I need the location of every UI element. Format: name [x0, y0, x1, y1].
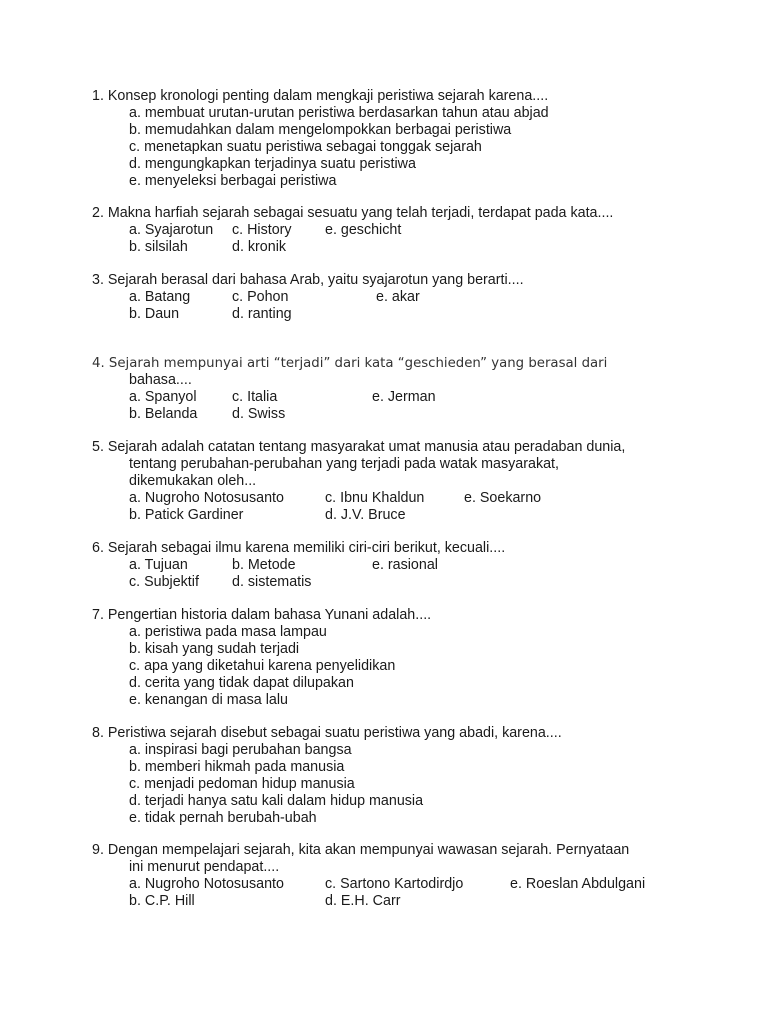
question-stem-continued: ini menurut pendapat.... [129, 859, 280, 875]
option-e: e. akar [376, 289, 420, 305]
option-row [92, 222, 728, 239]
option-e: e. geschicht [325, 222, 402, 238]
option-c: c. menetapkan suatu peristiwa sebagai tonggak sejarah [129, 139, 482, 155]
option-a: a. peristiwa pada masa lampau [129, 624, 327, 640]
option-d: d. E.H. Carr [325, 893, 401, 909]
option-b: b. kisah yang sudah terjadi [129, 641, 300, 657]
option-e: e. Jerman [372, 389, 436, 405]
option-a: a. Tujuan [129, 557, 188, 573]
option-e: e. Roeslan Abdulgani [510, 876, 646, 892]
option-c: c. Subjektif [129, 574, 199, 590]
question-3 [92, 272, 728, 323]
option-row [92, 574, 728, 591]
option-d: d. sistematis [232, 574, 312, 590]
option-a: a. Nugroho Notosusanto [129, 490, 284, 506]
question-8 [92, 725, 728, 827]
option-b: b. Daun [129, 306, 180, 322]
option-b: b. Belanda [129, 406, 198, 422]
option-c: c. Sartono Kartodirdjo [325, 876, 464, 892]
option-row [92, 507, 728, 524]
question-4 [92, 355, 728, 423]
question-6 [92, 540, 728, 591]
option-a: a. Batang [129, 289, 191, 305]
option-d: d. J.V. Bruce [325, 507, 406, 523]
option-row [92, 876, 728, 893]
question-1 [92, 88, 728, 190]
question-stem: 3. Sejarah berasal dari bahasa Arab, yaitu syajarotun yang berarti.... [92, 272, 524, 288]
option-d: d. kronik [232, 239, 287, 255]
option-row [92, 406, 728, 423]
option-d: d. cerita yang tidak dapat dilupakan [129, 675, 354, 691]
option-b: b. Metode [232, 557, 296, 573]
option-c: c. menjadi pedoman hidup manusia [129, 776, 355, 792]
question-stem: 9. Dengan mempelajari sejarah, kita akan mempunyai wawasan sejarah. Pernyataan [92, 842, 630, 858]
option-d: d. ranting [232, 306, 292, 322]
option-row [92, 893, 728, 910]
option-e: e. Soekarno [464, 490, 542, 506]
option-d: d. terjadi hanya satu kali dalam hidup manusia [129, 793, 424, 809]
option-b: b. silsilah [129, 239, 188, 255]
option-c: c. Pohon [232, 289, 289, 305]
question-stem: 7. Pengertian historia dalam bahasa Yunani adalah.... [92, 607, 432, 623]
option-row [92, 557, 728, 574]
option-b: b. memberi hikmah pada manusia [129, 759, 345, 775]
option-row [92, 490, 728, 507]
question-stem: 2. Makna harfiah sejarah sebagai sesuatu yang telah terjadi, terdapat pada kata.... [92, 205, 614, 221]
question-stem: 1. Konsep kronologi penting dalam mengkaji peristiwa sejarah karena.... [92, 88, 549, 104]
option-row [92, 306, 728, 323]
option-d: d. Swiss [232, 406, 286, 422]
option-a: a. Spanyol [129, 389, 197, 405]
option-b: b. C.P. Hill [129, 893, 195, 909]
question-stem: 4. Sejarah mempunyai arti “terjadi” dari kata “geschieden” yang berasal dari [92, 356, 608, 371]
option-d: d. mengungkapkan terjadinya suatu peristiwa [129, 156, 416, 172]
option-row [92, 289, 728, 306]
option-c: c. Italia [232, 389, 278, 405]
question-stem: 5. Sejarah adalah catatan tentang masyarakat umat manusia atau peradaban dunia, [92, 439, 626, 455]
option-row [92, 239, 728, 256]
option-e: e. rasional [372, 557, 438, 573]
question-stem: 8. Peristiwa sejarah disebut sebagai suatu peristiwa yang abadi, karena.... [92, 725, 562, 741]
question-2 [92, 205, 728, 256]
option-a: a. inspirasi bagi perubahan bangsa [129, 742, 352, 758]
question-stem-continued: dikemukakan oleh... [129, 473, 257, 489]
option-a: a. membuat urutan-urutan peristiwa berdasarkan tahun atau abjad [129, 105, 549, 121]
option-c: c. apa yang diketahui karena penyelidikan [129, 658, 396, 674]
question-5 [92, 439, 728, 524]
option-c: c. Ibnu Khaldun [325, 490, 425, 506]
question-stem-continued: tentang perubahan-perubahan yang terjadi pada watak masyarakat, [129, 456, 559, 472]
question-stem: 6. Sejarah sebagai ilmu karena memiliki ciri-ciri berikut, kecuali.... [92, 540, 506, 556]
option-e: e. menyeleksi berbagai peristiwa [129, 173, 337, 189]
question-stem-continued: bahasa.... [129, 372, 192, 388]
question-9 [92, 842, 728, 910]
option-e: e. kenangan di masa lalu [129, 692, 288, 708]
option-a: a. Syajarotun [129, 222, 214, 238]
option-row [92, 389, 728, 406]
option-a: a. Nugroho Notosusanto [129, 876, 284, 892]
option-b: b. memudahkan dalam mengelompokkan berbagai peristiwa [129, 122, 512, 138]
option-c: c. History [232, 222, 292, 238]
question-7 [92, 607, 728, 709]
option-b: b. Patick Gardiner [129, 507, 244, 523]
option-e: e. tidak pernah berubah-ubah [129, 810, 317, 826]
